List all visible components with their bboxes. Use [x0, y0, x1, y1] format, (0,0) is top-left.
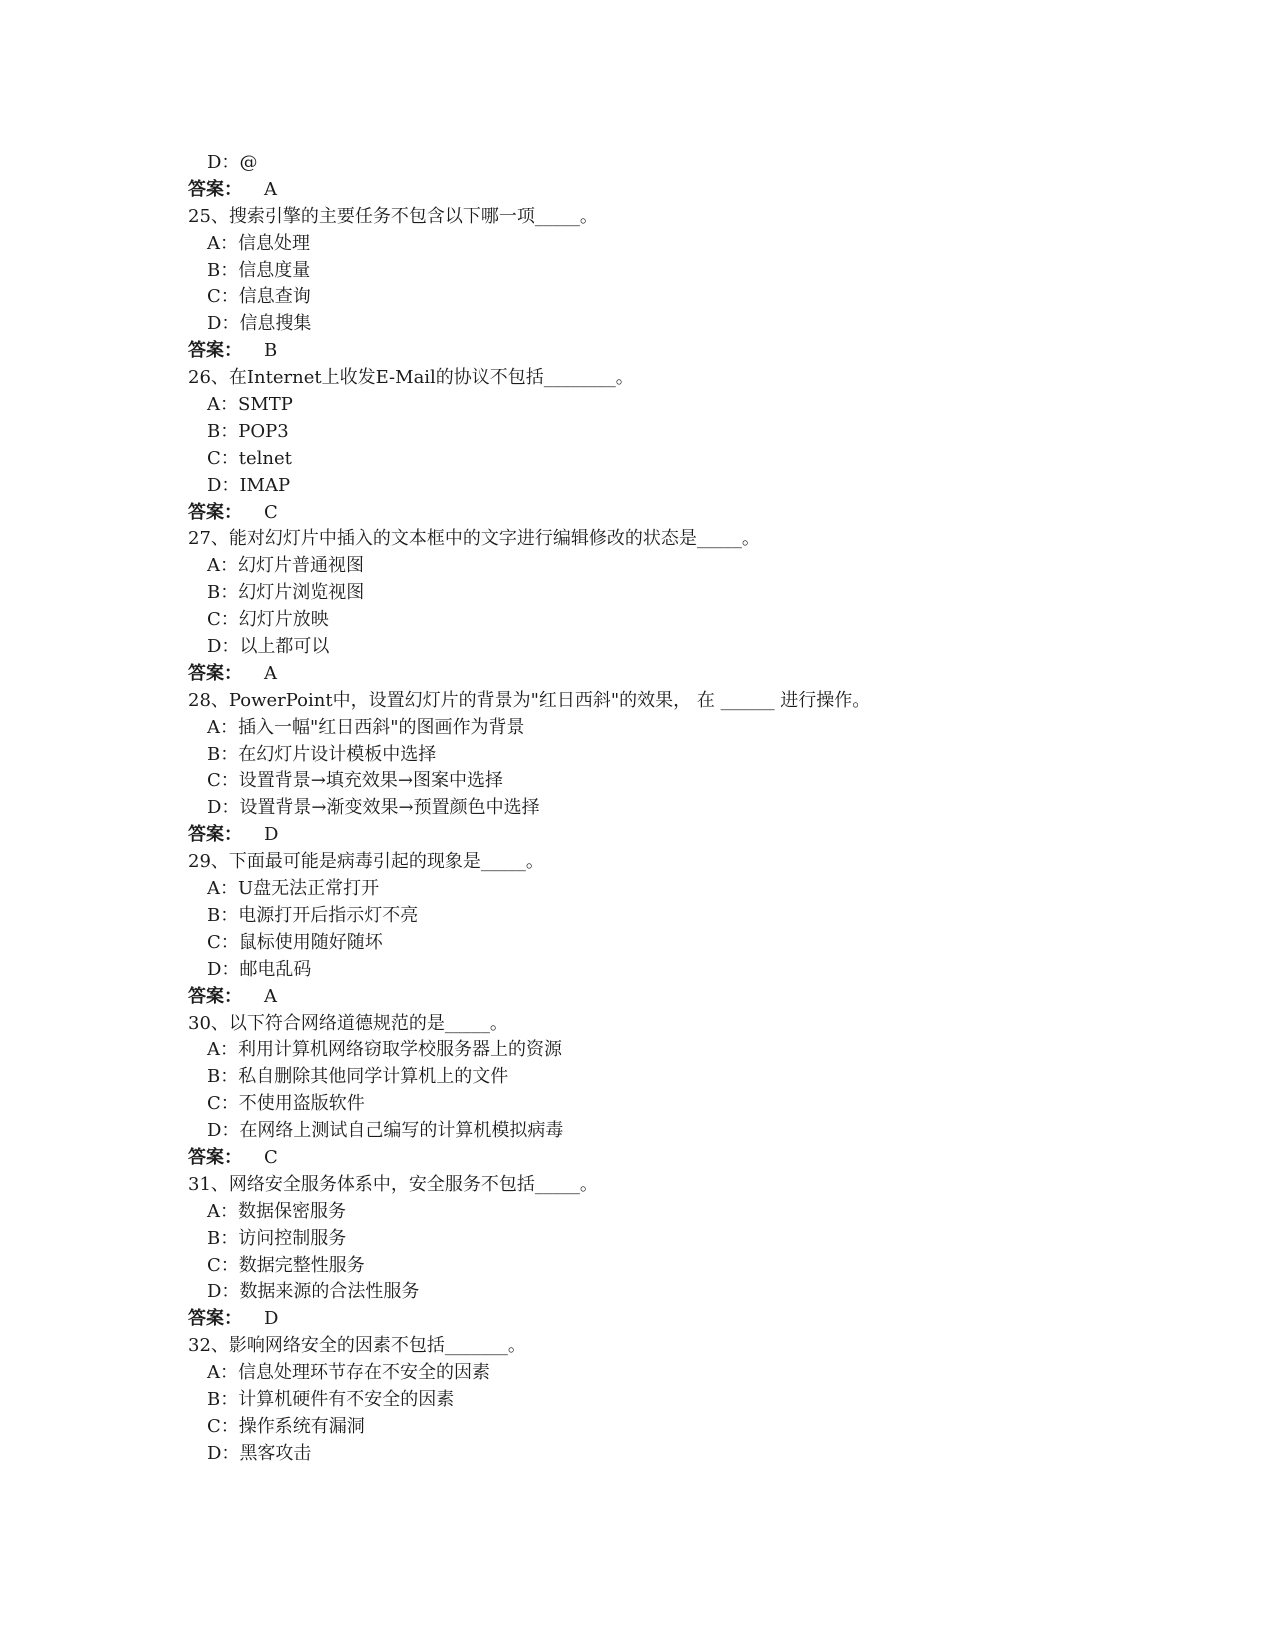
question-number: 28、: [188, 689, 229, 711]
option-item: [188, 419, 1188, 446]
option-letter: A：: [207, 1039, 238, 1061]
answer-label: 答案：: [188, 178, 242, 200]
option-text: 利用计算机网络窃取学校服务器上的资源: [238, 1039, 562, 1061]
option-text: 幻灯片普通视图: [238, 555, 364, 577]
answer-value: A: [264, 985, 277, 1007]
question-stem: [188, 526, 1188, 553]
question-text: 在Internet上收发E-Mail的协议不包括________。: [228, 367, 634, 389]
option-item: [188, 311, 1188, 338]
option-item: [188, 258, 1188, 285]
question-number: 27、: [188, 528, 229, 550]
question-number: 26、: [188, 367, 229, 389]
option-letter: D：: [207, 474, 240, 496]
question-text: 能对幻灯片中插入的文本框中的文字进行编辑修改的状态是_____。: [228, 528, 760, 550]
option-letter: D：: [207, 797, 240, 819]
option-text: 信息度量: [238, 259, 311, 281]
option-item: [188, 1360, 1188, 1387]
question-text: 网络安全服务体系中，安全服务不包括_____。: [228, 1173, 598, 1195]
option-letter: D：: [207, 152, 240, 173]
option-text: 数据保密服务: [238, 1200, 346, 1222]
option-letter: D：: [207, 636, 240, 658]
option-item: [188, 1253, 1188, 1280]
option-text: U盘无法正常打开: [238, 878, 380, 900]
question-number: 32、: [188, 1335, 229, 1357]
answer-label: 答案：: [188, 1146, 242, 1168]
option-item: [188, 715, 1188, 742]
option-letter: B：: [207, 1388, 239, 1410]
option-letter: A：: [207, 1362, 238, 1384]
option-letter: B：: [207, 743, 239, 765]
option-letter: A：: [207, 716, 238, 738]
option-item: [188, 607, 1188, 634]
option-letter: C：: [207, 931, 239, 953]
option-item: [188, 392, 1188, 419]
answer-line: [188, 1145, 1188, 1172]
option-item: [188, 1064, 1188, 1091]
option-item: [188, 768, 1188, 795]
answer-label: 答案：: [188, 662, 242, 684]
option-text: 不使用盗版软件: [238, 1093, 365, 1115]
option-text: 计算机硬件有不安全的因素: [238, 1388, 455, 1410]
answer-label: 答案：: [188, 824, 242, 846]
option-text: 信息查询: [238, 286, 311, 308]
option-text: 数据完整性服务: [238, 1254, 365, 1276]
option-item: [188, 284, 1188, 311]
option-letter: A：: [207, 1200, 238, 1222]
option-text: 设置背景→填充效果→图案中选择: [238, 770, 503, 792]
option-letter: B：: [207, 1227, 239, 1249]
option-letter: B：: [207, 904, 239, 926]
answer-value: A: [264, 662, 277, 684]
option-item: [188, 473, 1188, 500]
option-text: 信息处理: [238, 232, 310, 254]
option-item: [188, 1387, 1188, 1414]
option-item: [188, 1414, 1188, 1441]
question-stem: [188, 849, 1188, 876]
question-number: 31、: [188, 1173, 229, 1195]
answer-value: D: [264, 1308, 279, 1330]
option-letter: A：: [207, 232, 238, 254]
question-stem: [188, 1011, 1188, 1038]
option-letter: C：: [207, 609, 239, 631]
answer-line: [188, 1306, 1188, 1333]
option-letter: B：: [207, 259, 239, 281]
option-text: 在幻灯片设计模板中选择: [238, 743, 437, 765]
answer-line: [188, 661, 1188, 688]
option-text: 私自删除其他同学计算机上的文件: [238, 1066, 509, 1088]
option-text: 数据来源的合法性服务: [239, 1281, 420, 1303]
option-letter: C：: [207, 1415, 239, 1437]
answer-value: B: [264, 340, 278, 362]
option-letter: D：: [207, 1442, 240, 1464]
option-text: 操作系统有漏洞: [238, 1415, 365, 1437]
question-text: 下面最可能是病毒引起的现象是_____。: [228, 851, 544, 873]
answer-line: [188, 822, 1188, 849]
answer-line: [188, 177, 1188, 204]
option-item: [188, 1226, 1188, 1253]
option-text: 幻灯片浏览视图: [238, 582, 365, 604]
option-item: [188, 1037, 1188, 1064]
option-letter: C：: [207, 286, 239, 308]
answer-line: [188, 338, 1188, 365]
option-letter: C：: [207, 447, 239, 469]
option-item: [188, 1279, 1188, 1306]
option-letter: B：: [207, 1066, 239, 1088]
answer-value: A: [264, 178, 277, 200]
option-item: [188, 1199, 1188, 1226]
answer-label: 答案：: [188, 985, 242, 1007]
option-text: 邮电乱码: [239, 958, 312, 980]
option-item: [188, 446, 1188, 473]
option-item: [188, 150, 1188, 177]
answer-value: C: [264, 501, 278, 523]
option-item: [188, 1441, 1188, 1468]
answer-value: D: [264, 824, 279, 846]
option-text: 插入一幅"红日西斜"的图画作为背景: [238, 716, 525, 738]
option-text: @: [239, 152, 258, 173]
option-item: [188, 903, 1188, 930]
option-item: [188, 742, 1188, 769]
option-text: 信息处理环节存在不安全的因素: [238, 1362, 490, 1384]
question-number: 29、: [188, 851, 229, 873]
option-text: 黑客攻击: [239, 1442, 312, 1464]
option-text: 以上都可以: [239, 636, 330, 658]
option-item: [188, 231, 1188, 258]
question-text: PowerPoint中，设置幻灯片的背景为"红日西斜"的效果， 在 ______ 进行操作。: [228, 689, 871, 711]
question-stem: [188, 365, 1188, 392]
option-text: 设置背景→渐变效果→预置颜色中选择: [239, 797, 540, 819]
option-letter: B：: [207, 582, 239, 604]
question-stem: [188, 1172, 1188, 1199]
answer-label: 答案：: [188, 1308, 242, 1330]
answer-value: C: [264, 1146, 278, 1168]
question-stem: [188, 688, 1188, 715]
answer-line: [188, 500, 1188, 527]
option-item: [188, 795, 1188, 822]
option-letter: D：: [207, 1281, 240, 1303]
option-letter: D：: [207, 313, 240, 335]
option-letter: C：: [207, 1254, 239, 1276]
question-number: 25、: [188, 205, 229, 227]
question-number: 30、: [188, 1012, 229, 1034]
question-text: 以下符合网络道德规范的是_____。: [228, 1012, 508, 1034]
option-letter: C：: [207, 770, 239, 792]
option-text: 访问控制服务: [238, 1227, 347, 1249]
question-stem: [188, 204, 1188, 231]
option-letter: D：: [207, 958, 240, 980]
option-item: [188, 634, 1188, 661]
option-item: [188, 876, 1188, 903]
option-letter: A：: [207, 394, 238, 416]
answer-label: 答案：: [188, 340, 242, 362]
option-text: 幻灯片放映: [238, 609, 329, 631]
option-item: [188, 957, 1188, 984]
option-text: 在网络上测试自己编写的计算机模拟病毒: [239, 1120, 564, 1142]
option-letter: A：: [207, 555, 238, 577]
option-text: SMTP: [238, 394, 293, 416]
option-letter: C：: [207, 1093, 239, 1115]
option-text: telnet: [238, 447, 292, 469]
option-text: 信息搜集: [239, 313, 312, 335]
option-text: 鼠标使用随好随坏: [238, 931, 383, 953]
option-letter: D：: [207, 1120, 240, 1142]
option-item: [188, 1118, 1188, 1145]
question-list: [188, 150, 1188, 1468]
option-letter: B：: [207, 420, 239, 442]
option-text: IMAP: [239, 474, 291, 496]
option-item: [188, 580, 1188, 607]
option-item: [188, 930, 1188, 957]
option-item: [188, 553, 1188, 580]
question-stem: [188, 1333, 1188, 1360]
answer-line: [188, 984, 1188, 1011]
option-text: POP3: [238, 420, 289, 442]
option-item: [188, 1091, 1188, 1118]
question-text: 搜索引擎的主要任务不包含以下哪一项_____。: [228, 205, 598, 227]
answer-label: 答案：: [188, 501, 242, 523]
option-text: 电源打开后指示灯不亮: [238, 904, 419, 926]
option-letter: A：: [207, 878, 238, 900]
question-text: 影响网络安全的因素不包括_______。: [228, 1335, 526, 1357]
